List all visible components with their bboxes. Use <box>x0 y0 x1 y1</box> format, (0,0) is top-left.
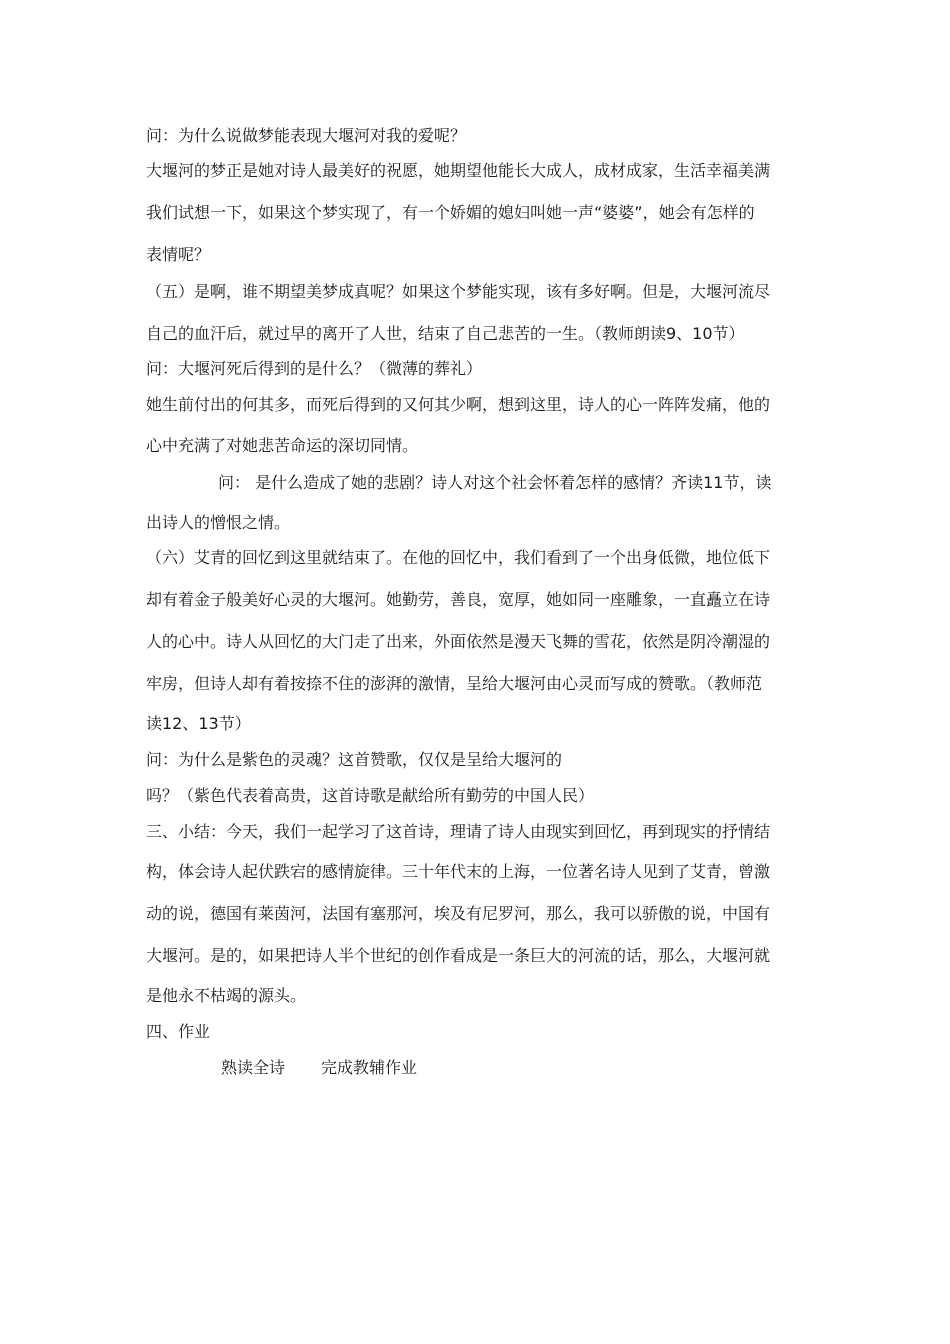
paragraph-line: 吗？（紫色代表着高贵，这首诗歌是献给所有勤劳的中国人民） <box>146 786 595 805</box>
homework-item-2: 完成教辅作业 <box>321 1058 418 1077</box>
homework-items <box>221 1058 417 1078</box>
paragraph-line: 自己的血汗后，就过早的离开了人世，结束了自己悲苦的一生。（教师朗读9、10节） <box>146 324 745 343</box>
paragraph-line: 人的心中。诗人从回忆的大门走了出来，外面依然是漫天飞舞的雪花，依然是阴冷潮湿的 <box>146 632 771 651</box>
paragraph-line: 出诗人的憎恨之情。 <box>146 513 291 532</box>
paragraph-line: 大堰河。是的，如果把诗人半个世纪的创作看成是一条巨大的河流的话，那么，大堰河就 <box>146 946 771 965</box>
paragraph-line: 问：为什么说做梦能表现大堰河对我的爱呢？ <box>146 126 467 145</box>
paragraph-line: 表情呢？ <box>146 245 211 264</box>
paragraph-line: （五）是啊，谁不期望美梦成真呢？如果这个梦能实现，该有多好啊。但是，大堰河流尽 <box>146 282 771 301</box>
paragraph-line: 三、小结：今天，我们一起学习了这首诗，理请了诗人由现实到回忆，再到现实的抒情结 <box>146 822 771 841</box>
paragraph-line: 问： 是什么造成了她的悲剧？诗人对这个社会怀着怎样的感情？齐读11节，读 <box>218 473 772 492</box>
paragraph-line: 大堰河的梦正是她对诗人最美好的祝愿，她期望他能长大成人，成材成家，生活幸福美满 <box>146 161 771 180</box>
section-heading-homework: 四、作业 <box>146 1022 211 1041</box>
paragraph-line: 问：大堰河死后得到的是什么？（微薄的葬礼） <box>146 359 483 378</box>
paragraph-line: （六）艾青的回忆到这里就结束了。在他的回忆中，我们看到了一个出身低微，地位低下 <box>146 548 771 567</box>
paragraph-line: 问：为什么是紫色的灵魂？这首赞歌，仅仅是呈给大堰河的 <box>146 750 563 769</box>
paragraph-line: 读12、13节） <box>146 714 251 733</box>
paragraph-line: 我们试想一下，如果这个梦实现了，有一个娇媚的媳妇叫她一声“婆婆”，她会有怎样的 <box>146 203 755 222</box>
paragraph-line: 心中充满了对她悲苦命运的深切同情。 <box>146 436 419 455</box>
homework-item-1: 熟读全诗 <box>221 1058 286 1077</box>
paragraph-line: 却有着金子般美好心灵的大堰河。她勤劳，善良，宽厚，她如同一座雕象，一直矗立在诗 <box>146 590 771 609</box>
paragraph-line: 她生前付出的何其多，而死后得到的又何其少啊，想到这里，诗人的心一阵阵发痛，他的 <box>146 395 771 414</box>
paragraph-line: 牢房，但诗人却有着按捺不住的澎湃的激情，呈给大堰河由心灵而写成的赞歌。（教师范 <box>146 674 763 693</box>
paragraph-line: 是他永不枯竭的源头。 <box>146 986 307 1005</box>
paragraph-line: 动的说，德国有莱茵河，法国有塞那河，埃及有尼罗河，那么，我可以骄傲的说，中国有 <box>146 904 771 923</box>
paragraph-line: 构，体会诗人起伏跌宕的感情旋律。三十年代末的上海，一位著名诗人见到了艾青，曾激 <box>146 862 771 881</box>
